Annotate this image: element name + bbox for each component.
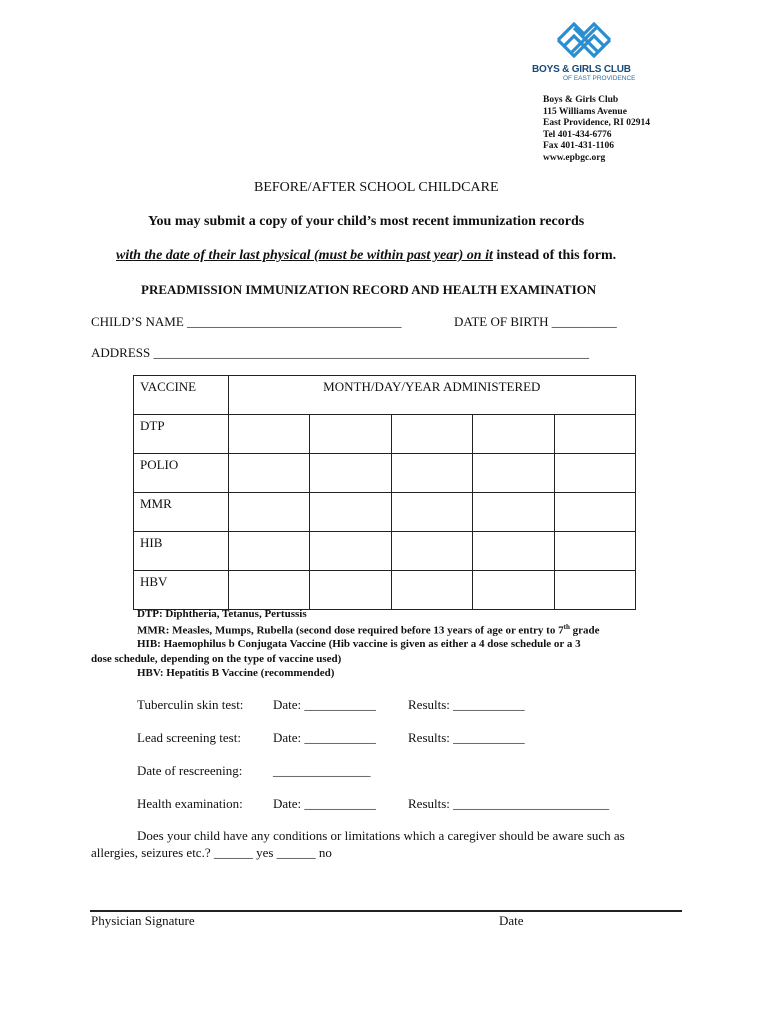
- physician-signature-label: Physician Signature: [91, 913, 195, 928]
- def-mmr: [137, 623, 599, 637]
- date-cell[interactable]: [391, 454, 472, 493]
- intro-line-2-italic: with the date of their last physical (must be within past year) on it: [116, 248, 493, 263]
- date-cell[interactable]: [554, 454, 636, 493]
- date-cell[interactable]: [473, 493, 554, 532]
- table-row: [134, 532, 636, 571]
- health-label: Health examination:: [137, 796, 243, 811]
- def-hib-cont: dose schedule, depending on the type of vaccine used): [91, 653, 342, 665]
- rescreen-label: Date of rescreening:: [137, 763, 243, 778]
- def-mmr-text: MMR: Measles, Mumps, Rubella (second dose required before 13 years of age or entry to 7: [137, 624, 564, 637]
- table-row: [134, 493, 636, 532]
- lead-results-field[interactable]: Results: ___________: [408, 730, 525, 745]
- def-mmr-sup: th: [563, 623, 570, 631]
- lead-label: Lead screening test:: [137, 730, 241, 745]
- org-city: East Providence, RI 02914: [543, 118, 650, 129]
- tb-date-field[interactable]: Date: ___________: [273, 697, 376, 712]
- address-block: [543, 95, 650, 165]
- boys-girls-club-logo: [552, 18, 618, 62]
- def-hib: HIB: Haemophilus b Conjugata Vaccine (Hib vaccine is given as either a 4 dose schedule or a 3: [137, 638, 581, 650]
- date-cell[interactable]: [228, 571, 309, 610]
- date-cell[interactable]: [391, 493, 472, 532]
- date-cell[interactable]: [473, 532, 554, 571]
- tb-results-field[interactable]: Results: ___________: [408, 697, 525, 712]
- date-cell[interactable]: [310, 493, 391, 532]
- tb-label: Tuberculin skin test:: [137, 697, 244, 712]
- immunization-table: [133, 375, 636, 610]
- org-web: www.epbgc.org: [543, 152, 606, 163]
- table-row: [134, 571, 636, 610]
- date-cell[interactable]: [473, 415, 554, 454]
- date-cell[interactable]: [554, 415, 636, 454]
- intro-line-2: [116, 248, 616, 264]
- date-cell[interactable]: [391, 571, 472, 610]
- org-name: Boys & Girls Club: [543, 95, 619, 105]
- child-name-field[interactable]: CHILD’S NAME _________________________________: [91, 314, 402, 329]
- def-hbv: HBV: Hepatitis B Vaccine (recommended): [137, 667, 335, 679]
- org-street: 115 Williams Avenue: [543, 106, 627, 117]
- vaccine-label: DTP: [134, 415, 229, 454]
- date-cell[interactable]: [228, 493, 309, 532]
- signature-line[interactable]: [90, 910, 682, 912]
- date-cell[interactable]: [310, 454, 391, 493]
- date-cell[interactable]: [391, 415, 472, 454]
- date-cell[interactable]: [554, 532, 636, 571]
- dob-field[interactable]: DATE OF BIRTH __________: [454, 314, 617, 329]
- date-cell[interactable]: [228, 454, 309, 493]
- date-cell[interactable]: [473, 571, 554, 610]
- logo-subtitle: OF EAST PROVIDENCE: [563, 75, 636, 82]
- date-cell[interactable]: [554, 571, 636, 610]
- table-row: [134, 415, 636, 454]
- vaccine-label: POLIO: [134, 454, 229, 493]
- signature-date-label: Date: [499, 913, 524, 928]
- vaccine-label: HBV: [134, 571, 229, 610]
- section-title: PREADMISSION IMMUNIZATION RECORD AND HEALTH EXAMINATION: [141, 282, 597, 297]
- org-tel: Tel 401-434-6776: [543, 129, 612, 140]
- intro-line-1: You may submit a copy of your child’s most recent immunization records: [148, 214, 585, 229]
- lead-date-field[interactable]: Date: ___________: [273, 730, 376, 745]
- intro-line-2-rest: instead of this form.: [492, 248, 617, 263]
- address-field[interactable]: ADDRESS ___________________________________________________________________: [91, 345, 589, 360]
- table-header-row: [134, 376, 636, 415]
- vaccine-label: HIB: [134, 532, 229, 571]
- date-cell[interactable]: [391, 532, 472, 571]
- date-cell[interactable]: [310, 571, 391, 610]
- rescreen-field[interactable]: _______________: [273, 763, 371, 778]
- health-results-field[interactable]: Results: ________________________: [408, 796, 610, 811]
- conditions-answer[interactable]: allergies, seizures etc.? ______ yes ______ no: [91, 845, 332, 860]
- page-title: BEFORE/AFTER SCHOOL CHILDCARE: [254, 180, 499, 195]
- def-dtp: DTP: Diphtheria, Tetanus, Pertussis: [137, 608, 307, 620]
- logo-title: BOYS & GIRLS CLUB: [532, 64, 631, 75]
- table-row: [134, 454, 636, 493]
- org-fax: Fax 401-431-1106: [543, 141, 614, 152]
- def-mmr-end: grade: [569, 624, 600, 637]
- header-vaccine: VACCINE: [134, 376, 229, 415]
- conditions-question: Does your child have any conditions or limitations which a caregiver should be aware such as: [137, 828, 625, 843]
- health-date-field[interactable]: Date: ___________: [273, 796, 376, 811]
- date-cell[interactable]: [228, 532, 309, 571]
- date-cell[interactable]: [228, 415, 309, 454]
- date-cell[interactable]: [310, 415, 391, 454]
- date-cell[interactable]: [554, 493, 636, 532]
- date-cell[interactable]: [473, 454, 554, 493]
- date-cell[interactable]: [310, 532, 391, 571]
- vaccine-label: MMR: [134, 493, 229, 532]
- header-dates: MONTH/DAY/YEAR ADMINISTERED: [228, 376, 635, 415]
